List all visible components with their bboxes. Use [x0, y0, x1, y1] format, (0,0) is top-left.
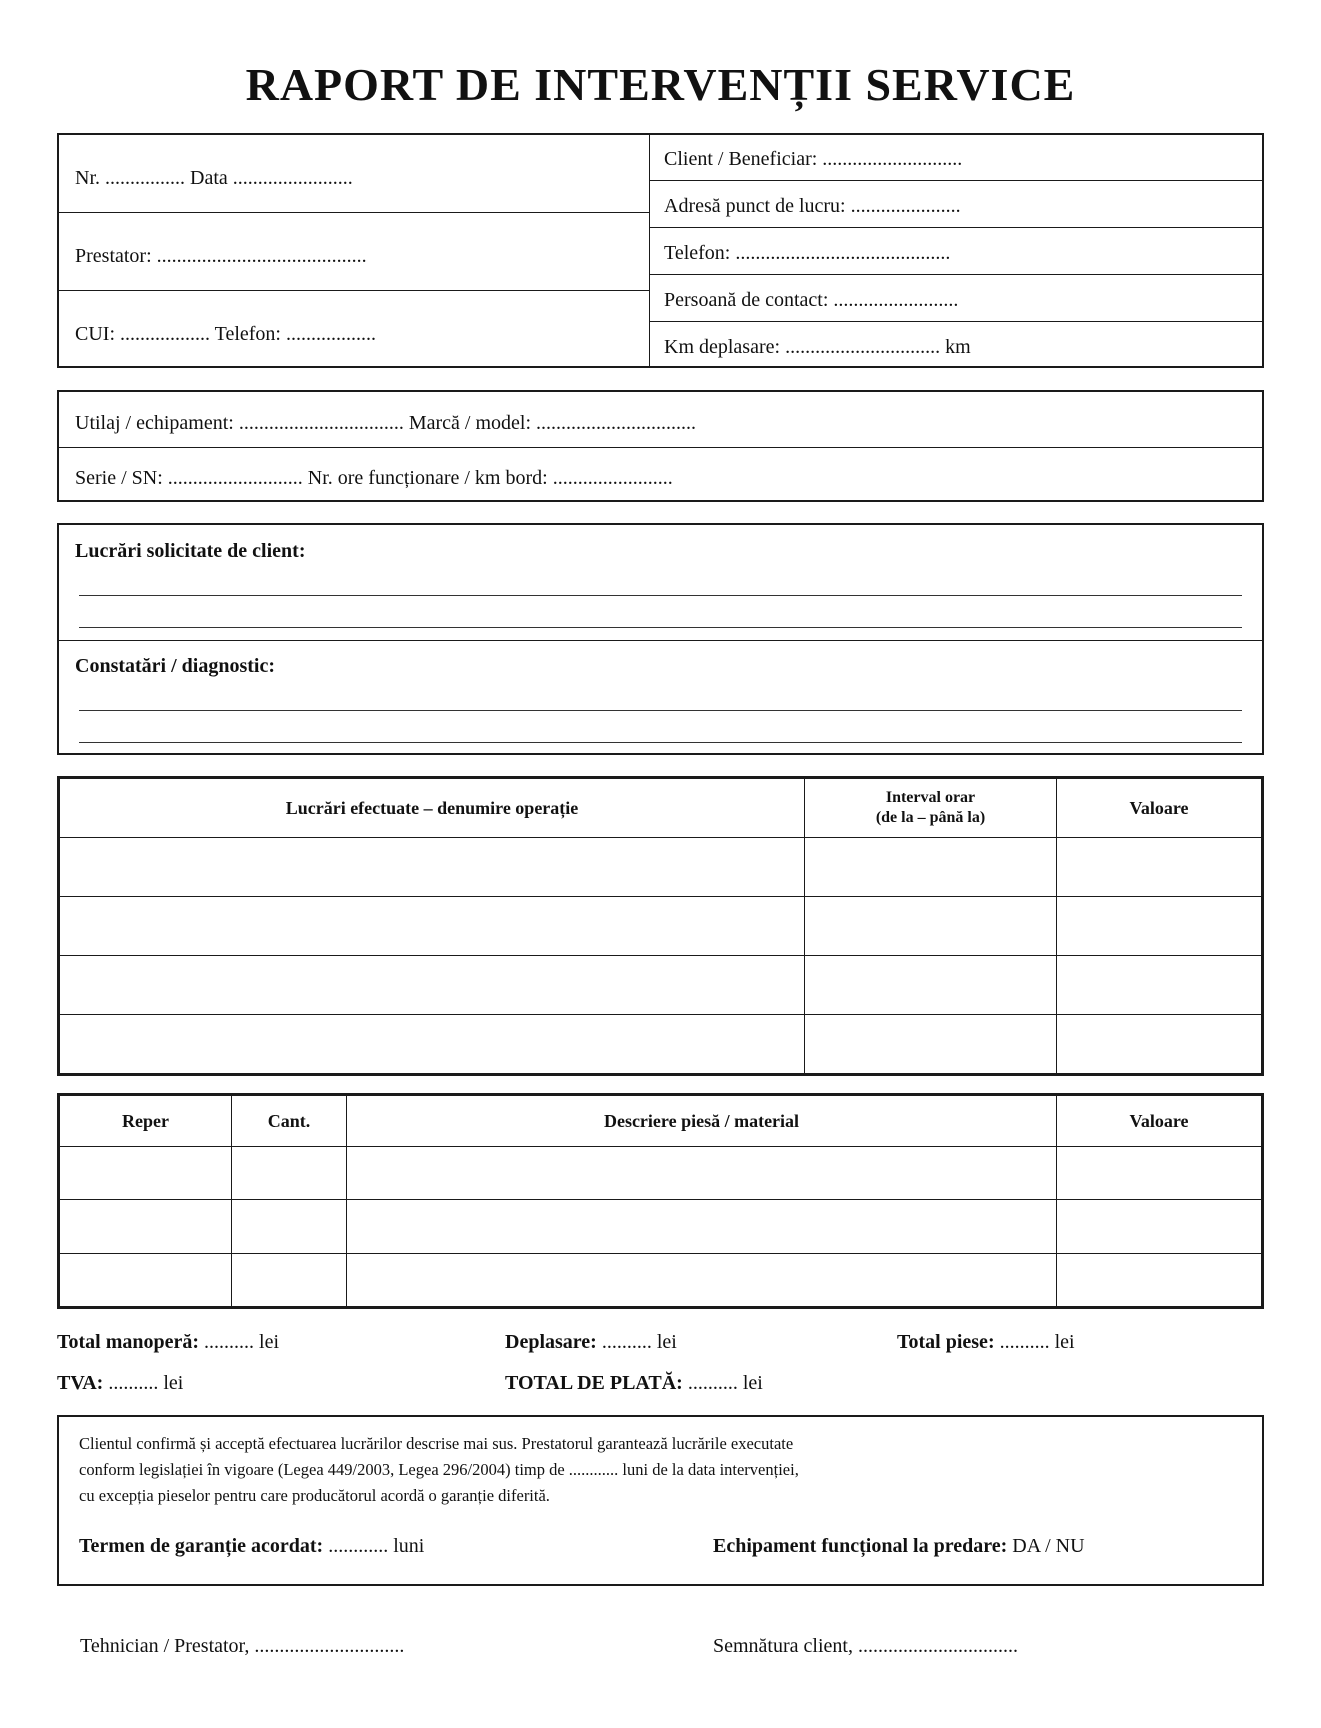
table-cell[interactable] — [232, 1147, 347, 1200]
table-row — [60, 1253, 1262, 1306]
prestator-field[interactable]: Prestator: .......................................... — [75, 245, 367, 267]
table-cell[interactable] — [805, 956, 1057, 1015]
garantie-label: Termen de garanție acordat: — [79, 1535, 324, 1557]
table-cell[interactable] — [60, 1015, 805, 1074]
table-cell[interactable] — [1057, 1253, 1262, 1306]
table-cell[interactable] — [1057, 1147, 1262, 1200]
works-col-interval-line1: Interval orar — [885, 789, 976, 806]
total-piese[interactable] — [897, 1331, 1075, 1354]
diagnostic-line-1[interactable] — [79, 710, 1242, 711]
functional-label: Echipament funcțional la predare: — [713, 1535, 1008, 1557]
serie-field[interactable]: Serie / SN: ........................... Nr. ore funcționare / km bord: ........................ — [75, 467, 673, 489]
works-col-interval — [805, 779, 1057, 838]
deplasare-total[interactable] — [505, 1331, 677, 1354]
confirmation-block — [57, 1415, 1264, 1586]
table-row — [60, 1200, 1262, 1253]
table-cell[interactable] — [805, 1015, 1057, 1074]
parts-col-description: Descriere piesă / material — [347, 1096, 1057, 1147]
page-title: RAPORT DE INTERVENȚII SERVICE — [245, 59, 1076, 110]
table-cell[interactable] — [60, 838, 805, 897]
requests-label: Lucrări solicitate de client: — [75, 540, 306, 562]
adresa-field[interactable]: Adresă punct de lucru: ...................... — [664, 195, 961, 217]
cui-telefon-field[interactable]: CUI: .................. Telefon: .................. — [75, 323, 376, 345]
total-manopera-value[interactable]: .......... lei — [199, 1331, 280, 1353]
deplasare-value[interactable]: .......... lei — [596, 1331, 677, 1353]
table-row — [60, 1015, 1262, 1074]
table-cell[interactable] — [60, 956, 805, 1015]
total-manopera-label: Total manoperă: — [57, 1331, 200, 1353]
nr-data-field[interactable]: Nr. ................ Data ........................ — [75, 167, 353, 189]
table-cell[interactable] — [232, 1200, 347, 1253]
tva-label: TVA: — [57, 1372, 104, 1394]
works-col-value: Valoare — [1057, 779, 1262, 838]
table-cell[interactable] — [805, 897, 1057, 956]
confirmation-line-1: Clientul confirmă și acceptă efectuarea lucrărilor descrise mai sus. Prestatorul garantează lucrările executate — [79, 1434, 794, 1453]
diagnostic-label: Constatări / diagnostic: — [75, 655, 275, 677]
parts-col-cant: Cant. — [232, 1096, 347, 1147]
table-cell[interactable] — [1057, 1200, 1262, 1253]
table-cell[interactable] — [60, 1147, 232, 1200]
table-cell[interactable] — [60, 1253, 232, 1306]
client-field[interactable]: Client / Beneficiar: ............................ — [664, 148, 963, 170]
client-signature[interactable]: Semnătura client, ................................ — [713, 1635, 1018, 1657]
confirmation-line-3: cu excepția pieselor pentru care producătorul acordă o garanție diferită. — [79, 1486, 550, 1505]
garantie-field[interactable] — [79, 1535, 424, 1558]
total-piese-label: Total piese: — [897, 1331, 995, 1353]
table-cell[interactable] — [347, 1253, 1057, 1306]
confirmation-line-2: conform legislației în vigoare (Legea 449/2003, Legea 296/2004) timp de ............ luni de la data intervenției, — [79, 1460, 799, 1479]
works-table — [57, 776, 1264, 1076]
table-cell[interactable] — [1057, 838, 1262, 897]
total-de-plata-label: TOTAL DE PLATĂ: — [505, 1372, 683, 1394]
total-piese-value[interactable]: .......... lei — [994, 1331, 1075, 1353]
works-col-operation: Lucrări efectuate – denumire operație — [60, 779, 805, 838]
table-row — [60, 956, 1262, 1015]
diagnostic-line-2[interactable] — [79, 742, 1242, 743]
table-cell[interactable] — [805, 838, 1057, 897]
parts-col-reper: Reper — [60, 1096, 232, 1147]
table-cell[interactable] — [1057, 897, 1262, 956]
table-cell[interactable] — [347, 1200, 1057, 1253]
table-row — [60, 1147, 1262, 1200]
tva-value[interactable]: .......... lei — [103, 1372, 184, 1394]
total-de-plata[interactable] — [505, 1372, 763, 1395]
equipment-block — [57, 390, 1264, 502]
table-row — [60, 897, 1262, 956]
persoana-contact-field[interactable]: Persoană de contact: ......................... — [664, 289, 959, 311]
works-col-interval-line2: (de la – până la) — [875, 809, 986, 826]
header-block — [57, 133, 1264, 368]
deplasare-label: Deplasare: — [505, 1331, 597, 1353]
requests-diagnostic-block — [57, 523, 1264, 755]
parts-table — [57, 1093, 1264, 1309]
table-cell[interactable] — [60, 1200, 232, 1253]
tehnician-signature[interactable]: Tehnician / Prestator, .............................. — [80, 1635, 405, 1657]
km-deplasare-field[interactable]: Km deplasare: ............................... km — [664, 336, 971, 358]
tva-total[interactable] — [57, 1372, 183, 1395]
table-cell[interactable] — [347, 1147, 1057, 1200]
telefon-field[interactable]: Telefon: ........................................... — [664, 242, 951, 264]
table-cell[interactable] — [1057, 956, 1262, 1015]
requests-line-2[interactable] — [79, 627, 1242, 628]
functional-field[interactable] — [713, 1535, 1085, 1558]
table-cell[interactable] — [60, 897, 805, 956]
garantie-value[interactable]: ............ luni — [323, 1535, 425, 1557]
table-cell[interactable] — [232, 1253, 347, 1306]
total-manopera[interactable] — [57, 1331, 279, 1354]
utilaj-field[interactable]: Utilaj / echipament: ................................. Marcă / model: ................................ — [75, 412, 697, 434]
table-row — [60, 838, 1262, 897]
functional-value[interactable]: DA / NU — [1007, 1535, 1085, 1557]
requests-line-1[interactable] — [79, 595, 1242, 596]
table-cell[interactable] — [1057, 1015, 1262, 1074]
parts-col-value: Valoare — [1057, 1096, 1262, 1147]
total-de-plata-value[interactable]: .......... lei — [682, 1372, 763, 1394]
